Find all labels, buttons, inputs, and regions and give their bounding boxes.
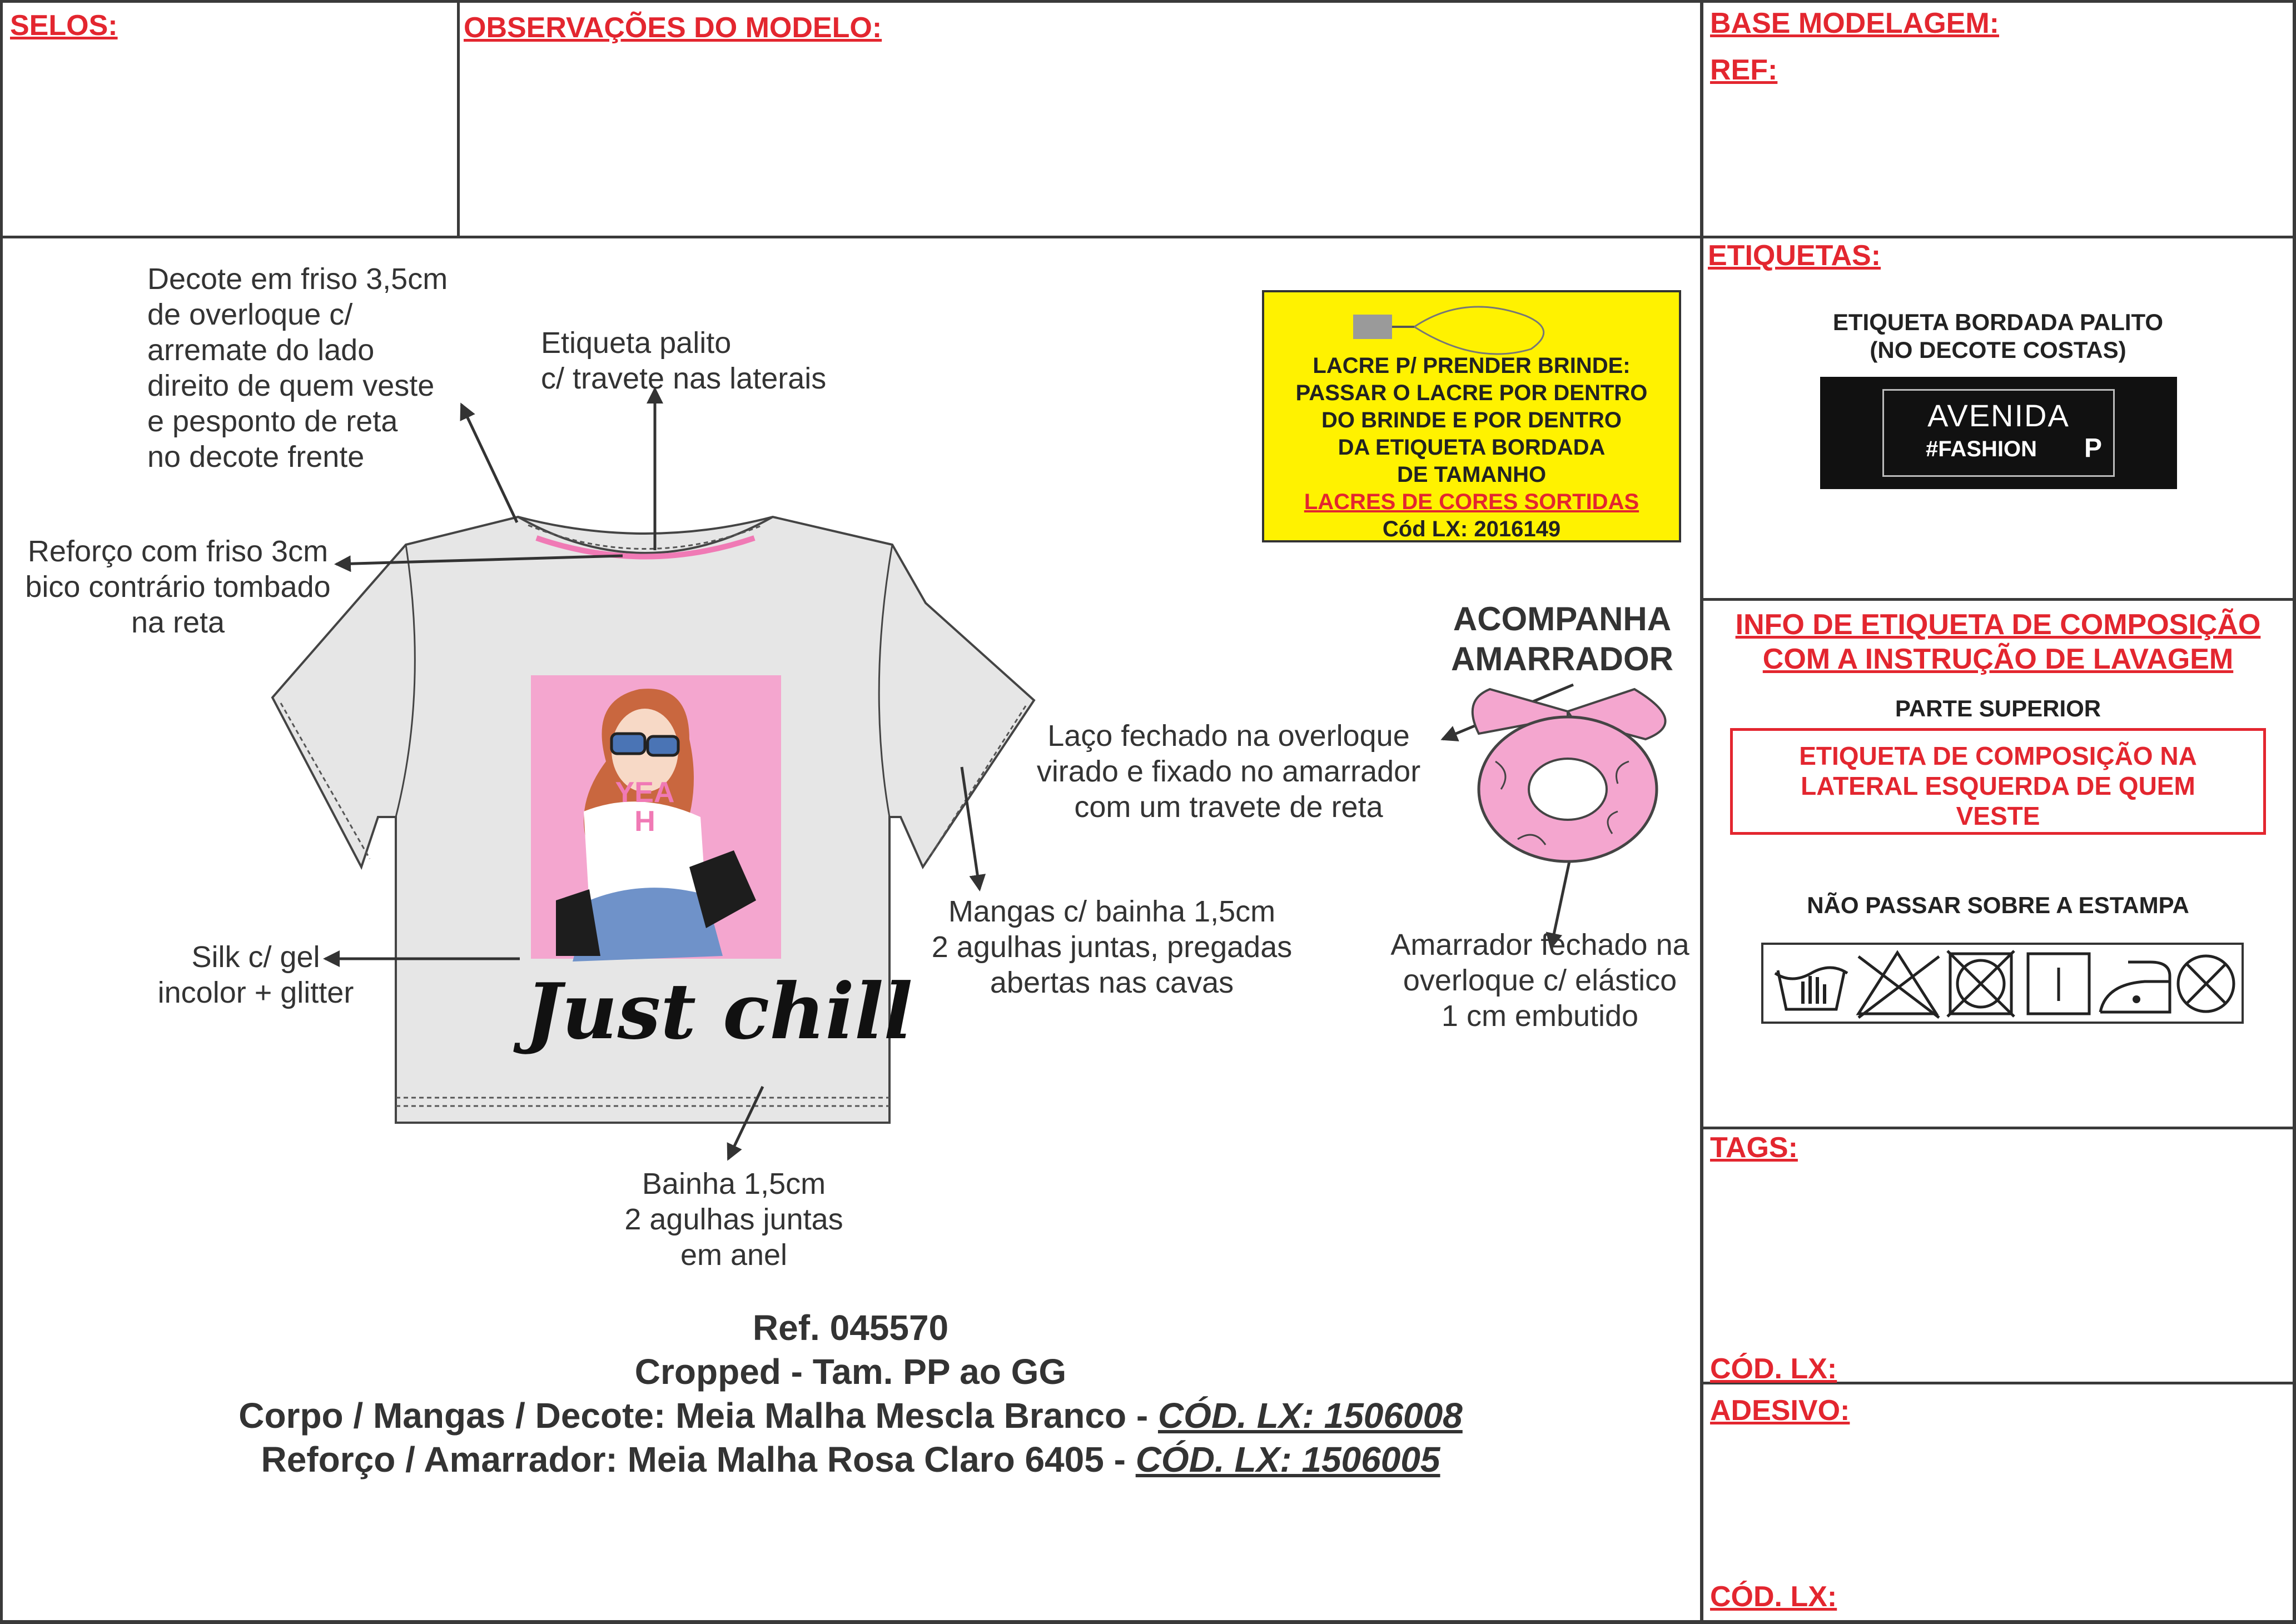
divider-etiquetas: [1701, 598, 2296, 601]
composicao-title: INFO DE ETIQUETA DE COMPOSIÇÃO COM A INSTRUÇÃO DE LAVAGEM: [1735, 609, 2261, 675]
note-silk: Silk c/ gel incolor + glitter: [157, 940, 354, 1009]
nao-passar-text: NÃO PASSAR SOBRE A ESTAMPA: [1807, 892, 2189, 918]
ref-block: [67, 1306, 1634, 1482]
composicao-box: ETIQUETA DE COMPOSIÇÃO NA LATERAL ESQUERDA DE QUEM VESTE: [1730, 728, 2266, 835]
print-slogan: Just chill: [525, 966, 913, 1057]
selos-label: SELOS:: [10, 9, 118, 42]
border-bottom: [0, 1620, 2296, 1624]
woven-label-brand: AVENIDA: [1927, 398, 2070, 433]
tags-label: TAGS:: [1710, 1132, 1798, 1164]
note-decote: Decote em friso 3,5cm de overloque c/ arremate do lado direito de quem veste e pesponto de reta no decote frente: [147, 262, 448, 474]
note-amarrador: Amarrador fechado na overloque c/ elástico 1 cm embutido: [1390, 928, 1689, 1033]
hand-wash-icon: [1775, 968, 1847, 1009]
no-dry-clean-icon: [2178, 956, 2234, 1012]
adesivo-label: ADESIVO:: [1710, 1394, 1850, 1427]
ref-label: REF:: [1710, 54, 1778, 86]
ref-number: Ref. 045570: [752, 1308, 949, 1348]
corpo-line: Corpo / Mangas / Decote: Meia Malha Mescla Branco - CÓD. LX: 1506008: [238, 1396, 1463, 1436]
border-right: [2293, 0, 2296, 1624]
print-yeah-text: YEAH: [615, 776, 675, 838]
lacre-cod: Cód LX: 2016149: [1382, 517, 1561, 541]
note-reforco: Reforço com friso 3cm bico contrário tombado na reta: [25, 535, 331, 639]
note-laco: Laço fechado na overloque virado e fixado no amarrador com um travete de reta: [1036, 719, 1421, 824]
woven-label: [1820, 377, 2177, 489]
woven-label-sub: #FASHION: [1925, 437, 2037, 461]
iron-low-icon: [2100, 962, 2170, 1012]
care-symbols: [1761, 943, 2244, 1024]
no-tumble-dry-icon: [1947, 951, 2014, 1017]
lacre-box: [1262, 290, 1681, 542]
no-bleach-icon: [1858, 953, 1939, 1018]
note-etiqueta-palito: Etiqueta palito c/ travete nas laterais: [541, 326, 827, 395]
model-name: Cropped - Tam. PP ao GG: [634, 1352, 1067, 1392]
adesivo-cod: CÓD. LX:: [1710, 1581, 1837, 1613]
scrunchie-drawing: [1429, 678, 1696, 878]
lacre-sortidas: LACRES DE CORES SORTIDAS: [1304, 490, 1639, 514]
divider-tags: [1701, 1127, 2296, 1129]
reforco-line: Reforço / Amarrador: Meia Malha Rosa Claro 6405 - CÓD. LX: 1506005: [261, 1439, 1440, 1479]
acompanha-title: ACOMPANHA AMARRADOR: [1451, 600, 1673, 678]
line-dry-icon: [2028, 954, 2089, 1014]
etiquetas-label: ETIQUETAS:: [1708, 240, 1881, 272]
note-mangas: Mangas c/ bainha 1,5cm 2 agulhas juntas, pregadas abertas nas cavas: [931, 895, 1293, 999]
parte-superior: PARTE SUPERIOR: [1895, 695, 2101, 721]
lacre-text: LACRE P/ PRENDER BRINDE: PASSAR O LACRE POR DENTRO DO BRINDE E POR DENTRO DA ETIQUETA BORDADA DE TAMANHO LACRES DE CORES SORTIDAS Cód LX: 2016149: [1264, 352, 1679, 543]
note-bainha: Bainha 1,5cm 2 agulhas juntas em anel: [624, 1167, 843, 1272]
etiqueta-bordada-caption: ETIQUETA BORDADA PALITO (NO DECOTE COSTAS): [1832, 309, 2164, 363]
base-modelagem-label: BASE MODELAGEM:: [1710, 7, 1999, 39]
observacoes-label: OBSERVAÇÕES DO MODELO:: [464, 12, 882, 44]
woven-label-size: P: [2084, 434, 2103, 463]
tags-cod: CÓD. LX:: [1710, 1353, 1837, 1385]
